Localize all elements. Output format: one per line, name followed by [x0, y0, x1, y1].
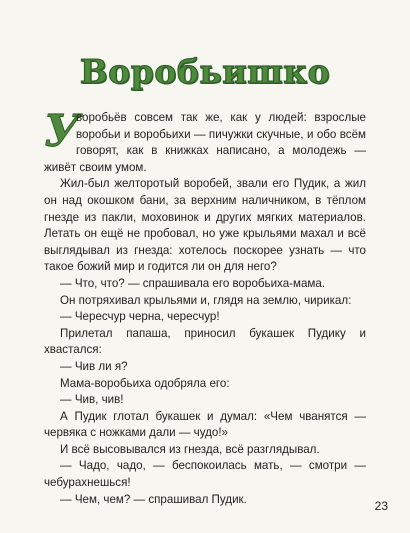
- page-number: 23: [374, 499, 388, 513]
- paragraph-6: Прилетал папаша, приносил букашек Пудику и хвастался:: [44, 326, 366, 357]
- paragraph-1: [44, 106, 366, 176]
- paragraph-9: — Чив, чив!: [60, 393, 124, 407]
- paragraph-5: — Чересчур черна, чересчур!: [60, 310, 220, 324]
- paragraph-4: Он потряхивал крыльями и, глядя на землю, чирикал:: [60, 293, 352, 307]
- paragraph-2: Жил-был желторотый воробей, звали его Пудик, а жил он над окошком бани, за верхним наличником, в тёплом гнезде из пакли, моховинок и других мягких материалов. Летать он ещё не пробовал, но уже крыльями махал и всё выглядывал из гнезда: хотелось поскорее узнать — что такое божий мир и годится ли он для него?: [44, 177, 366, 274]
- paragraph-7: — Чив ли я?: [60, 359, 128, 373]
- paragraph-10: А Пудик глотал букашек и думал: «Чем чванятся — червяка с ножками дали — чудо!»: [44, 409, 366, 440]
- paragraph-11: И всё высовывался из гнезда, всё разглядывал.: [60, 442, 320, 456]
- paragraph-8: Мама-воробьиха одобряла его:: [60, 376, 230, 390]
- paragraph-13: — Чем, чем? — спрашивал Пудик.: [60, 492, 247, 506]
- page-title: Воробьишко: [79, 52, 331, 91]
- story-text: [44, 106, 366, 508]
- drop-cap: У: [44, 106, 80, 157]
- paragraph-1-text: воробьёв совсем так же, как у людей: взрослые воробьи и воробьихи — пичужки скучные, и обо всём говорят, как в книжках написано, а молодежь — живёт своим умом.: [44, 111, 366, 174]
- paragraph-12: — Чадо, чадо, — беспокоилась мать, — смотри — чебурахнешься!: [44, 459, 366, 490]
- paragraph-3: — Что, что? — спрашивала его воробьиха-мама.: [60, 276, 326, 290]
